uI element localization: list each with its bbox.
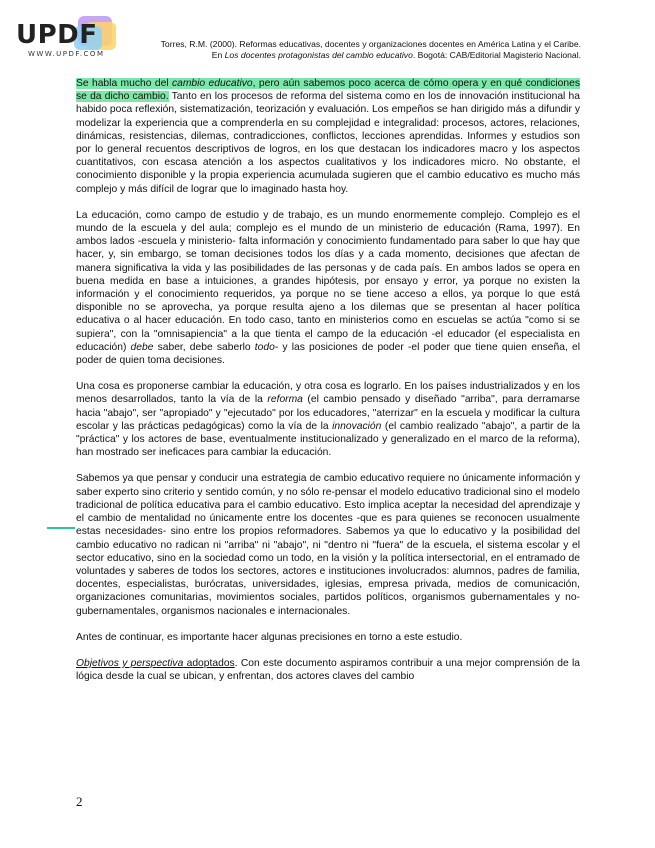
header-source: En Los docentes protagonistas del cambio educativo. Bogotá: CAB/Editorial Magisterio Nacional. bbox=[211, 50, 581, 60]
page-number: 2 bbox=[76, 794, 83, 809]
highlight-annotation[interactable]: Se habla mucho del cambio educativo, pero aún sabemos poco acerca de cómo opera y en qué condiciones se da dicho cambio. bbox=[76, 78, 580, 103]
logo-brand: UPDF bbox=[16, 20, 98, 50]
paragraph-1: Se habla mucho del cambio educativo, pero aún sabemos poco acerca de cómo opera y en qué condiciones se da dicho cambio. Tanto en los procesos de reforma del sistema como en los de innovación institucional ha habido poca reflexión, sistematización, teorización y evaluación. Los empeños se han dirigido más a difundir y modelizar la experiencia que a comprenderla en su complejidad e integralidad: procesos, actores, relaciones, dinámicas, resistencias, dilemas, contradicciones, conflictos, lecciones aprendidas. Informes y estudios son por lo general recuentos descriptivos de logros, en los que destacan los indicadores macro y los aspectos cuantitativos, con escasa atención a los aspectos cualitativos y los indicadores micro. No obstante, el conocimiento disponible y la propia experiencia acumulada sugieren que el cambio educativo es mucho más complejo y más difícil de lograr que lo imaginado hasta hoy. bbox=[76, 78, 580, 195]
logo-url: WWW.UPDF.COM bbox=[28, 50, 105, 58]
paragraph-5: Antes de continuar, es importante hacer algunas precisiones en torno a este estudio. bbox=[76, 631, 463, 643]
paragraph-4: Sabemos ya que pensar y conducir una estrategia de cambio educativo requiere no únicamente información y saber experto sino criterio y sentido común, y no sólo re-pensar el modelo educativo tradicional sino el modelo tradicional de política educativa para el cambio educativo. Esto implica aceptar la necesidad del aprendizaje y el cambio de mentalidad no únicamente entre los docentes -que es para quienes se reconocen usualmente estas necesidades- sino entre los propios reformadores. Sabemos ya que lo educativo y la posibilidad del cambio educativo no radican ni "arriba" ni "abajo", ni "dentro ni "fuera" de la escuela, el sistema escolar y el sector educativo, sino en la sociedad como un todo, en la visión y la política intersectorial, en el entramado de voluntades y saberes de todos los sectores, actores e instituciones involucrados: alumnos, padres de familia, docentes, especialistas, burócratas, universidades, iglesias, empresa privada, medios de comunicación, organizaciones comunitarias, movimientos sociales, partidos políticos, organismos gubernamentales y no-gubernamentales, organismos nacionales e internacionales. bbox=[76, 473, 580, 617]
margin-marker bbox=[47, 527, 75, 529]
paragraph-6: Objetivos y perspectiva adoptados. Con este documento aspiramos contribuir a una mejor comprensión de la lógica desde la cual se ubican, y enfrentan, dos actores claves del cambio bbox=[76, 657, 580, 683]
document-body bbox=[76, 77, 580, 696]
header-citation: Torres, R.M. (2000). Reformas educativas, docentes y organizaciones docentes en América Latina y el Caribe. bbox=[160, 39, 581, 49]
paragraph-3: Una cosa es proponerse cambiar la educación, y otra cosa es lograrlo. En los países industrializados y en los menos desarrollados, tanto la vía de la reforma (el cambio pensado y diseñado "arriba", para derramarse hacia "abajo", ser "apropiado" y "ejecutado" por los educadores, "aterrizar" en la escuela y modificar la cultura escolar y las prácticas pedagógicas) como la vía de la innovación (el cambio realizado "abajo", a partir de la "práctica" y los actores de base, eventualmente institucionalizado y generalizado en el marco de la reforma), han mostrado ser ineficaces para cambiar la educación. bbox=[76, 381, 580, 459]
paragraph-2: La educación, como campo de estudio y de trabajo, es un mundo enormemente complejo. Complejo es el mundo de la escuela y del aula; complejo es el mundo de un ministerio de educación (Rama, 1997). En ambos lados -escuela y ministerio- falta información y conocimiento fundamentado para saber lo que hay que hacer, y, sin embargo, se toman decisiones todos los días y a cada momento, decisiones que afectan de manera significativa la vida y las posibilidades de las personas y de cada país. En ambos lados se opera en buena medida en base a intuiciones, a grandes hipótesis, por ensayo y error, ya porque no existen la información y el conocimiento requeridos, ya porque no se tiene acceso a ellos, ya porque lo que está disponible no se aprovecha, ya porque resulta ajeno a los dilemas que se presentan al hacer política educativa o al hacer educación. En todo caso, tanto en ministerios como en escuelas se actúa "como si se supiera", con la "omnisapiencia" a la que tienta el campo de la educación -el educador (el especialista en educación) debe saber, debe saberlo todo- y las posiciones de poder -el poder que tiene quien enseña, el poder de quien toma decisiones. bbox=[76, 209, 581, 367]
running-header bbox=[90, 39, 581, 61]
